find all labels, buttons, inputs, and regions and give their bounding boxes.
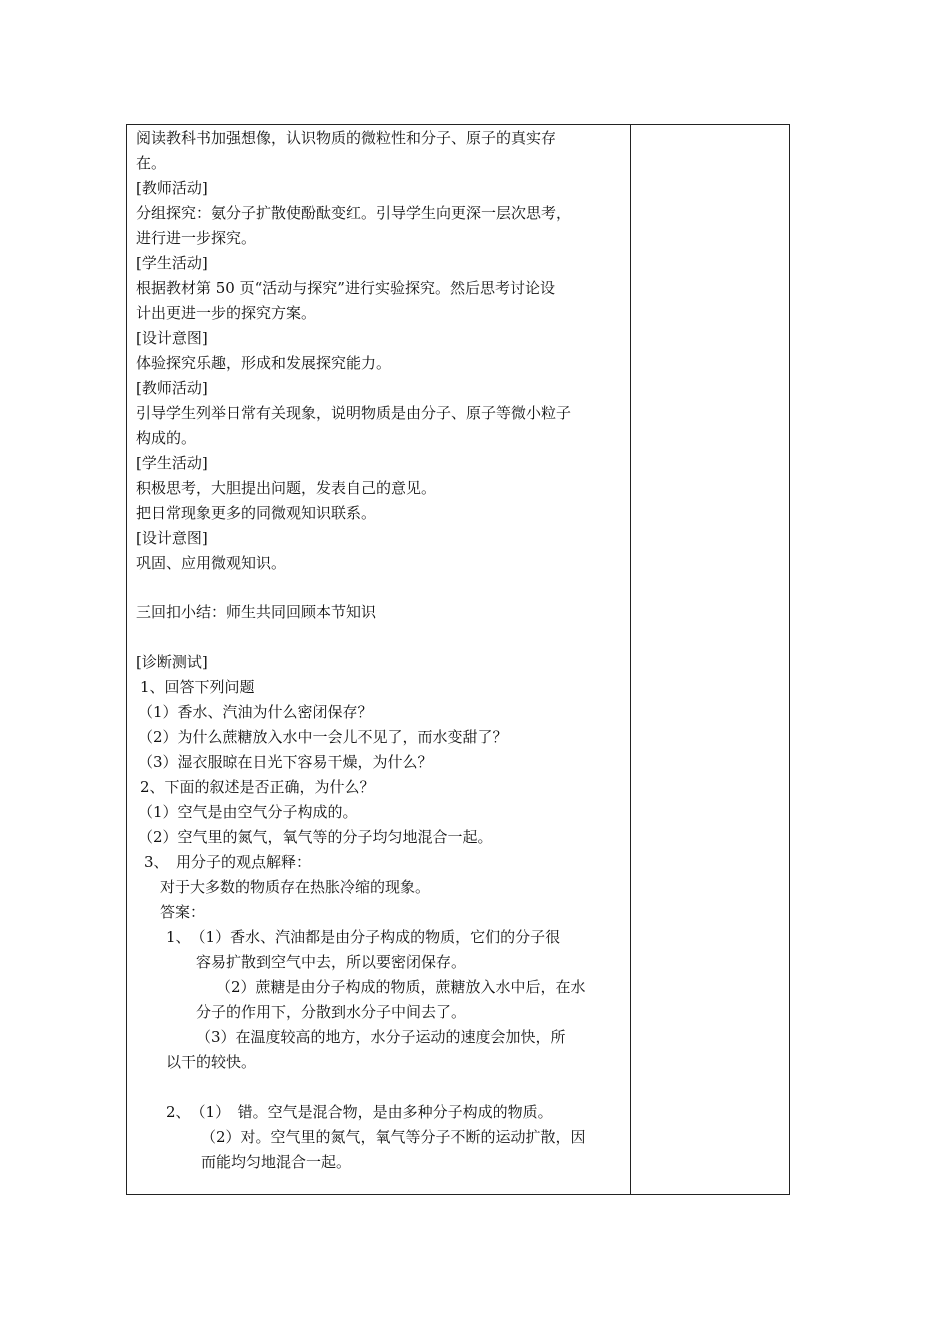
text-line: 阅读教科书加强想像，认识物质的微粒性和分子、原子的真实存 bbox=[136, 129, 557, 147]
answer-line: （2）蔗糖是由分子构成的物质，蔗糖放入水中后，在水 bbox=[216, 978, 586, 996]
text-line: 体验探究乐趣，形成和发展探究能力。 bbox=[136, 354, 392, 372]
column-divider bbox=[630, 125, 631, 1194]
question-heading: 3、 用分子的观点解释： bbox=[144, 853, 312, 871]
answer-line: （3）在温度较高的地方，水分子运动的速度会加快，所 bbox=[196, 1028, 566, 1046]
question-item: 对于大多数的物质存在热胀冷缩的现象。 bbox=[160, 878, 431, 896]
text-line: 把日常现象更多的同微观知识联系。 bbox=[136, 504, 377, 522]
text-line: 构成的。 bbox=[136, 429, 197, 447]
section-label: [学生活动] bbox=[136, 254, 208, 272]
text-line: 积极思考，大胆提出问题，发表自己的意见。 bbox=[136, 479, 437, 497]
answer-line: 1、 （1）香水、汽油都是由分子构成的物质，它们的分子很 bbox=[166, 928, 561, 946]
summary-heading: 三回扣小结：师生共同回顾本节知识 bbox=[136, 603, 377, 621]
question-item: （2）空气里的氮气，氧气等的分子均匀地混合一起。 bbox=[138, 828, 493, 846]
question-heading: 2、下面的叙述是否正确，为什么？ bbox=[140, 778, 375, 796]
question-heading: 1、回答下列问题 bbox=[140, 678, 255, 696]
text-line: 根据教材第 50 页“活动与探究”进行实验探究。然后思考讨论设 bbox=[136, 279, 555, 297]
answer-line: 容易扩散到空气中去，所以要密闭保存。 bbox=[196, 953, 467, 971]
text-line: 计出更进一步的探究方案。 bbox=[136, 304, 317, 322]
question-item: （2）为什么蔗糖放入水中一会儿不见了，而水变甜了？ bbox=[138, 728, 508, 746]
text-line: 引导学生列举日常有关现象，说明物质是由分子、原子等微小粒子 bbox=[136, 404, 572, 422]
question-item: （1）香水、汽油为什么密闭保存？ bbox=[138, 703, 373, 721]
text-line: 分组探究：氨分子扩散使酚酞变红。引导学生向更深一层次思考， bbox=[136, 204, 572, 222]
text-line: 巩固、应用微观知识。 bbox=[136, 554, 287, 572]
answer-line: 分子的作用下，分散到水分子中间去了。 bbox=[196, 1003, 467, 1021]
question-item: （1）空气是由空气分子构成的。 bbox=[138, 803, 358, 821]
section-label: [设计意图] bbox=[136, 529, 208, 547]
section-label: [学生活动] bbox=[136, 454, 208, 472]
lesson-table bbox=[126, 124, 790, 1195]
section-label: [教师活动] bbox=[136, 179, 208, 197]
text-line: 在。 bbox=[136, 154, 167, 172]
section-label: [设计意图] bbox=[136, 329, 208, 347]
section-label: [教师活动] bbox=[136, 379, 208, 397]
answer-line: 2、 （1） 错。空气是混合物，是由多种分子构成的物质。 bbox=[166, 1103, 553, 1121]
text-line: 进行进一步探究。 bbox=[136, 229, 257, 247]
answer-heading: 答案： bbox=[160, 903, 206, 921]
answer-line: 而能均匀地混合一起。 bbox=[201, 1153, 352, 1171]
section-label: [诊断测试] bbox=[136, 653, 208, 671]
answer-line: （2）对。空气里的氮气，氧气等分子不断的运动扩散，因 bbox=[201, 1128, 586, 1146]
answer-line: 以干的较快。 bbox=[166, 1053, 257, 1071]
question-item: （3）湿衣服晾在日光下容易干燥，为什么？ bbox=[138, 753, 433, 771]
